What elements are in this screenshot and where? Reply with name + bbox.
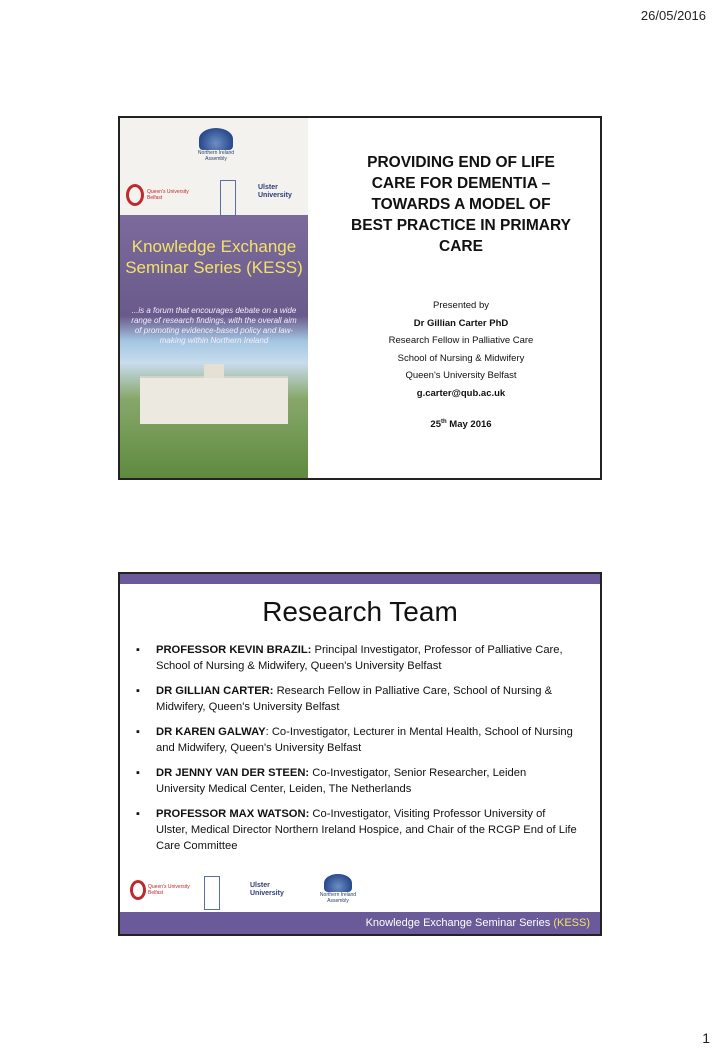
member-desc: Co-Investigator, Visiting Professor University of Ulster, Medical Director Northern Ireland Hospice, and Chair of the RCGP End of Life Care Committee — [156, 808, 577, 852]
ni-assembly-logo — [314, 874, 362, 904]
member-desc: Co-Investigator, Senior Researcher, Leiden University Medical Center, Leiden, The Netherlands — [156, 767, 527, 795]
ulster-logo: Ulster University — [250, 882, 284, 897]
top-bar — [120, 574, 600, 584]
ni-assembly-crest-icon — [199, 128, 233, 150]
member-name: DR JENNY VAN DER STEEN: — [156, 767, 310, 779]
open-university-logo — [204, 876, 220, 910]
qub-logo — [126, 184, 195, 206]
footer-text: Knowledge Exchange Seminar Series — [365, 917, 551, 929]
page-date: 26/05/2016 — [640, 8, 706, 23]
list-item — [136, 724, 578, 756]
kess-banner — [120, 118, 308, 478]
presentation-date — [320, 414, 602, 434]
title-panel — [320, 118, 602, 478]
slide-title: Research Team — [262, 596, 458, 627]
kess-subtitle: ...is a forum that encourages debate on a wide range of research findings, with the overall aim of promoting evidence-based policy and law-making within Northern Ireland — [131, 306, 297, 345]
presenter-school: School of Nursing & Midwifery — [397, 352, 525, 364]
date-rest: May 2016 — [446, 419, 492, 431]
member-desc: Research Fellow in Palliative Care, School of Nursing & Midwifery, Queen's University Belfast — [156, 685, 553, 713]
list-item — [136, 642, 578, 674]
member-name: PROFESSOR KEVIN BRAZIL: — [156, 644, 312, 656]
presenter-role: Research Fellow in Palliative Care — [388, 335, 534, 346]
member-name: DR KAREN GALWAY — [156, 726, 266, 738]
slide-1 — [118, 116, 602, 480]
kess-footer — [120, 912, 600, 934]
kess-title: Knowledge Exchange Seminar Series (KESS) — [125, 237, 303, 277]
footer-kess: (KESS) — [553, 917, 590, 929]
list-item — [136, 806, 578, 854]
qub-label: Queen's University Belfast — [148, 884, 190, 896]
ni-assembly-logo — [194, 128, 238, 162]
member-name: DR GILLIAN CARTER: — [156, 685, 274, 697]
ni-assembly-label: Northern Ireland Assembly — [197, 150, 235, 162]
qub-q-icon — [130, 880, 146, 900]
presentation-title: PROVIDING END OF LIFE CARE FOR DEMENTIA – TOWARDS A MODEL OF BEST PRACTICE IN PRIMARY CARE — [351, 154, 571, 255]
presenter-email[interactable]: g.carter@qub.ac.uk — [416, 387, 506, 399]
qub-logo — [130, 880, 192, 900]
presenter-name: Dr Gillian Carter PhD — [413, 317, 509, 329]
parliament-building-image — [140, 376, 288, 424]
ni-assembly-label: Northern Ireland Assembly — [319, 892, 357, 904]
research-team-list — [120, 642, 600, 854]
slide-2 — [118, 572, 602, 936]
ulster-logo: Ulster University — [258, 184, 292, 199]
presenter-block — [320, 297, 602, 434]
qub-q-icon — [126, 184, 144, 206]
page-number: 1 — [702, 1030, 710, 1046]
list-item — [136, 683, 578, 715]
member-name: PROFESSOR MAX WATSON: — [156, 808, 310, 820]
date-suffix: th — [441, 419, 447, 425]
member-desc: : Co-Investigator, Lecturer in Mental Health, School of Nursing and Midwifery, Queen's University Belfast — [156, 726, 573, 754]
ni-assembly-crest-icon — [324, 874, 352, 892]
list-item — [136, 765, 578, 797]
open-university-logo — [220, 180, 236, 216]
qub-label: Queen's University Belfast — [147, 189, 189, 201]
presenter-university: Queen's University Belfast — [405, 370, 517, 381]
date-day: 25 — [430, 419, 441, 431]
presented-by: Presented by — [433, 300, 489, 311]
partner-logos — [120, 872, 600, 912]
member-desc: Principal Investigator, Professor of Palliative Care, School of Nursing & Midwifery, Queen's University Belfast — [156, 644, 563, 672]
